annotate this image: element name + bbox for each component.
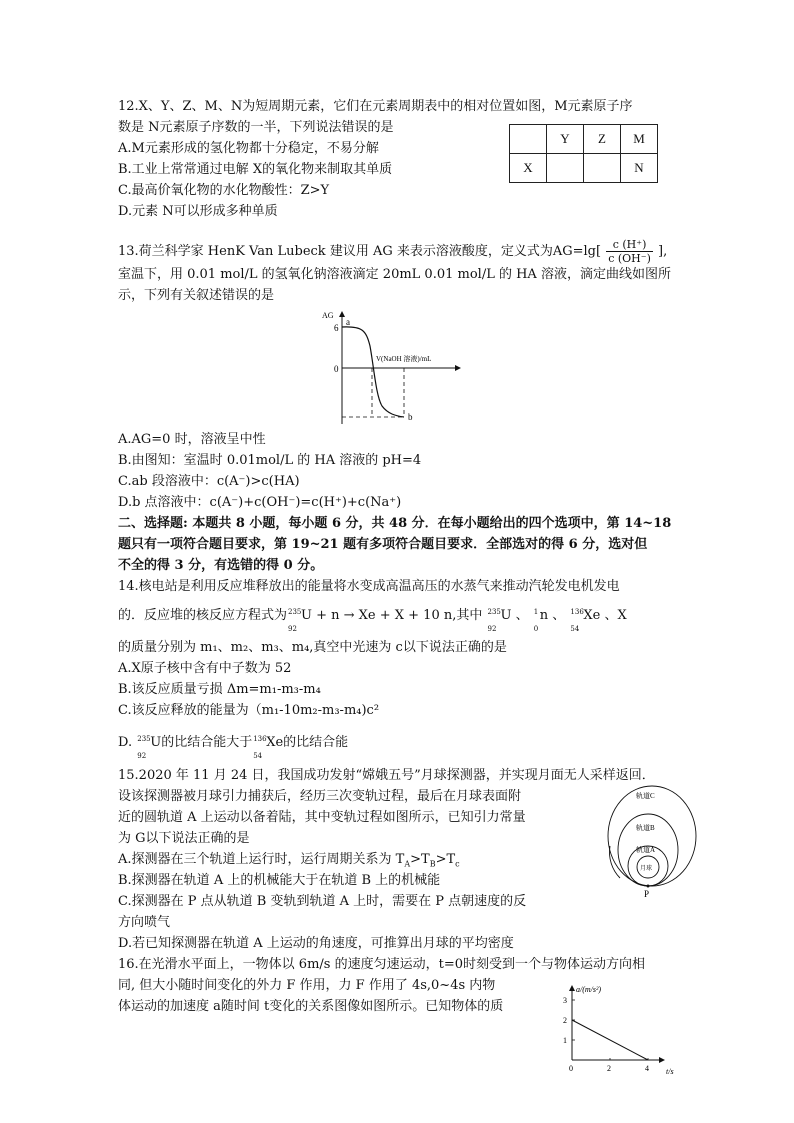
- q13-option-d: D.b 点溶液中：c(A⁻)+c(OH⁻)=c(H⁺)+c(Na⁺): [118, 495, 402, 510]
- q13-line3: 示，下列有关叙述错误的是: [118, 288, 275, 303]
- cell-r1c2: Y: [547, 125, 584, 154]
- q14-line2-post: ,其中: [452, 608, 483, 623]
- series-line: [572, 1020, 648, 1060]
- q14-option-b: B.该反应质量亏损 Δm=m₁-m₃-m₄: [118, 682, 321, 697]
- cell-r1c3: Z: [584, 125, 621, 154]
- q14-option-d-label: D.: [118, 735, 133, 750]
- q16-line3: 体运动的加速度 a随时间 t变化的关系图像如图所示。已知物体的质: [118, 999, 504, 1014]
- orbit-c-label: 轨道C: [636, 792, 655, 800]
- q16-line2: 同, 但大小随时间变化的外力 F 作用，力 F 作用了 4s,0~4s 内物: [118, 978, 496, 993]
- q15-line3: 近的圆轨道 A 上运动以备着陆，其中变轨过程如图所示，已知引力常量: [118, 810, 526, 825]
- q13-line1: [118, 238, 667, 265]
- point-p: [647, 885, 650, 888]
- ag-fraction: [606, 238, 653, 265]
- fraction-numerator: c (H⁺): [606, 238, 653, 252]
- q12-option-b: B.工业上常常通过电解 X的氧化物来制取其单质: [118, 162, 393, 177]
- y-tick-6: 6: [334, 323, 339, 333]
- cell-r2c2: [547, 154, 584, 183]
- titration-curve: [342, 327, 404, 417]
- cell-r2c1: X: [510, 154, 547, 183]
- x-tick-label: 2: [607, 1064, 611, 1073]
- q12-line1: 12.X、Y、Z、M、N为短周期元素，它们在元素周期表中的相对位置如图，M元素原子序: [118, 99, 633, 114]
- orbit-a-label: 轨道A: [636, 846, 656, 854]
- q14-line2-xe: Xe 、X: [583, 608, 627, 623]
- q13-option-c: C.ab 段溶液中：c(A⁻)>c(HA): [118, 474, 300, 489]
- reaction-equation: U + n → Xe + X + 10 n: [301, 608, 453, 623]
- cell-r2c4: N: [621, 154, 658, 183]
- q14-option-c: C.该反应释放的能量为（m₁-10m₂-m₃-m₄)c²: [118, 703, 380, 718]
- acceleration-time-chart: [552, 982, 688, 1078]
- section2-line3: 不全的得 3 分，有选错的得 0 分。: [118, 558, 324, 573]
- q14-option-a: A.X原子核中含有中子数为 52: [118, 661, 292, 676]
- q13-option-b: B.由图知：室温时 0.01mol/L 的 HA 溶液的 pH=4: [118, 453, 422, 468]
- y-tick-0: 0: [334, 364, 339, 374]
- orbit-b-label: 轨道B: [636, 824, 655, 832]
- q16-line1: 16.在光滑水平面上，一物体以 6m/s 的速度匀速运动，t=0时刻受到一个与物体运动方向相: [118, 957, 645, 972]
- x-tick-label: 4: [645, 1064, 649, 1073]
- q12-option-a: A.M元素形成的氢化物都十分稳定，不易分解: [118, 141, 379, 156]
- q15-option-c1: C.探测器在 P 点从轨道 B 变轨到轨道 A 上时，需要在 P 点朝速度的反: [118, 894, 527, 909]
- q15-option-b: B.探测器在轨道 A 上的机械能大于在轨道 B 上的机械能: [118, 873, 441, 888]
- cell-r2c3: [584, 154, 621, 183]
- q14-option-d-mid: U的比结合能大于: [150, 735, 253, 750]
- q13-option-a: A.AG=0 时，溶液呈中性: [118, 432, 266, 447]
- q12-line2: 数是 N元素原子序数的一半，下列说法错误的是: [118, 120, 394, 135]
- section2-line2: 题只有一项符合题目要求，第 19~21 题有多项符合题目要求．全部选对的得 6 分，选对但: [118, 537, 648, 552]
- y-tick-label: 2: [563, 1016, 567, 1025]
- chart-ticks: [563, 996, 649, 1073]
- y-tick-label: 3: [563, 996, 567, 1005]
- q14-line3: 的质量分别为 m₁、m₂、m₃、m₄,真空中光速为 c以下说法正确的是: [118, 640, 507, 655]
- q12-option-c: C.最高价氧化物的水化物酸性：Z>Y: [118, 183, 330, 198]
- periodic-table-fragment: [509, 124, 658, 183]
- x-axis-label: V(NaOH 溶液)/mL: [376, 355, 432, 363]
- q13-line1-end: ],: [658, 244, 668, 259]
- q13-line1-text: 13.荷兰科学家 HenK Van Lubeck 建议用 AG 来表示溶液酸度，定义式为AG=lg[: [118, 244, 602, 259]
- q12-option-d: D.元素 N可以形成多种单质: [118, 204, 278, 219]
- x-tick-label: 0: [569, 1064, 573, 1073]
- q14-line1: 14.核电站是利用反应堆释放出的能量将水变成高温高压的水蒸气来推动汽轮发电机发电: [118, 579, 620, 594]
- q15-option-d: D.若已知探测器在轨道 A 上运动的角速度，可推算出月球的平均密度: [118, 936, 514, 951]
- chart-ylabel: a/(m/s²): [576, 985, 602, 994]
- fraction-denominator: c (OH⁻): [608, 252, 651, 265]
- y-axis-label: AG: [322, 311, 334, 320]
- moon-label: 月球: [640, 866, 653, 872]
- point-p-label: P: [644, 889, 650, 899]
- q14-line2: 的．反应堆的核反应方程式为 235 92 U + n → Xe + X + 10 n,其中 235 92 U 、 1 0 n 、 136 54 Xe 、X: [118, 607, 627, 633]
- chart-xlabel: t/s: [666, 1067, 674, 1076]
- q15-line2: 设该探测器被月球引力捕获后，经历三次变轨过程，最后在月球表面附: [118, 789, 522, 804]
- point-b-label: b: [408, 412, 413, 422]
- q14-line2-u: U 、: [500, 608, 529, 623]
- y-tick-label: 1: [563, 1036, 567, 1045]
- q14-line2-pre: 的．反应堆的核反应方程式为: [118, 608, 288, 623]
- chart-series: [572, 1020, 648, 1060]
- q15-line4: 为 G以下说法正确的是: [118, 831, 250, 846]
- q15-option-c2: 方向喷气: [118, 915, 171, 930]
- q13-line2: 室温下，用 0.01 mol/L 的氢氧化钠溶液滴定 20mL 0.01 mol/L 的 HA 溶液，滴定曲线如图所: [118, 267, 671, 282]
- q15-line1: 15.2020 年 11 月 24 日，我国成功发射“嫦娥五号”月球探测器，并实现月面无人采样返回．: [118, 768, 655, 783]
- titration-curve-graph: [318, 306, 468, 428]
- cell-r1c1: [510, 125, 547, 154]
- section2-line1: 二、选择题: 本题共 8 小题，每小题 6 分，共 48 分．在每小题给出的四个选项中，第 14~18: [118, 516, 672, 531]
- q14-option-d: D. 235 92 U的比结合能大于 136 54 Xe的比结合能: [118, 734, 349, 760]
- q14-line2-n: n 、: [539, 608, 566, 623]
- point-a-label: a: [346, 317, 350, 327]
- q14-option-d-end: Xe的比结合能: [266, 735, 349, 750]
- q15-option-a: A.探测器在三个轨道上运行时，运行周期关系为 $T_A>T_B>T_c$: [118, 852, 460, 869]
- orbit-diagram: [600, 784, 700, 900]
- cell-r1c4: M: [621, 125, 658, 154]
